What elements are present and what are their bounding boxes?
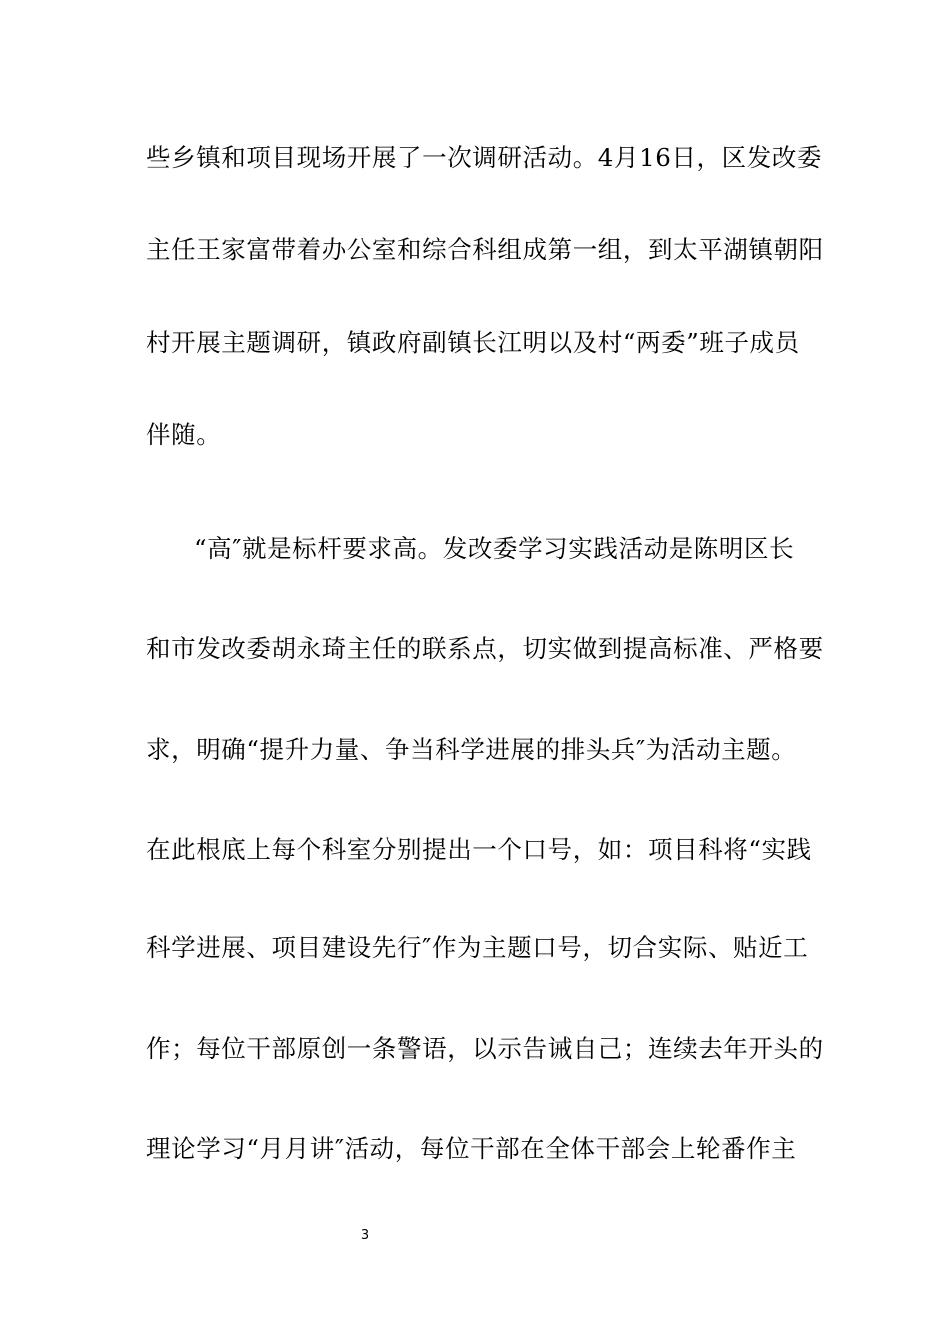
paragraph-line-9: 科学进展、项目建设先行″作为主题口号，切合实际、贴近工 <box>146 933 809 962</box>
page-number: 3 <box>360 1228 370 1243</box>
paragraph-line-5: “高″就是标杆要求高。发改委学习实践活动是陈明区长 <box>194 534 795 563</box>
paragraph-line-8: 在此根底上每个科室分别提出一个口号，如：项目科将“实践 <box>146 835 812 864</box>
paragraph-line-6: 和市发改委胡永琦主任的联系点，切实做到提高标准、严格要 <box>146 634 824 663</box>
paragraph-line-10: 作；每位干部原创一条警语，以示告诫自己；连续去年开头的 <box>146 1034 824 1063</box>
paragraph-line-1: 些乡镇和项目现场开展了一次调研活动。4月16日，区发改委 <box>146 143 823 172</box>
paragraph-line-11: 理论学习“月月讲″活动，每位干部在全体干部会上轮番作主 <box>146 1134 797 1163</box>
paragraph-line-7: 求，明确“提升力量、争当科学进展的排头兵″为活动主题。 <box>146 735 797 764</box>
paragraph-line-2: 主任王家富带着办公室和综合科组成第一组，到太平湖镇朝阳 <box>146 235 824 264</box>
paragraph-line-3: 村开展主题调研，镇政府副镇长江明以及村“两委”班子成员 <box>146 328 800 357</box>
paragraph-line-4: 伴随。 <box>146 420 222 449</box>
